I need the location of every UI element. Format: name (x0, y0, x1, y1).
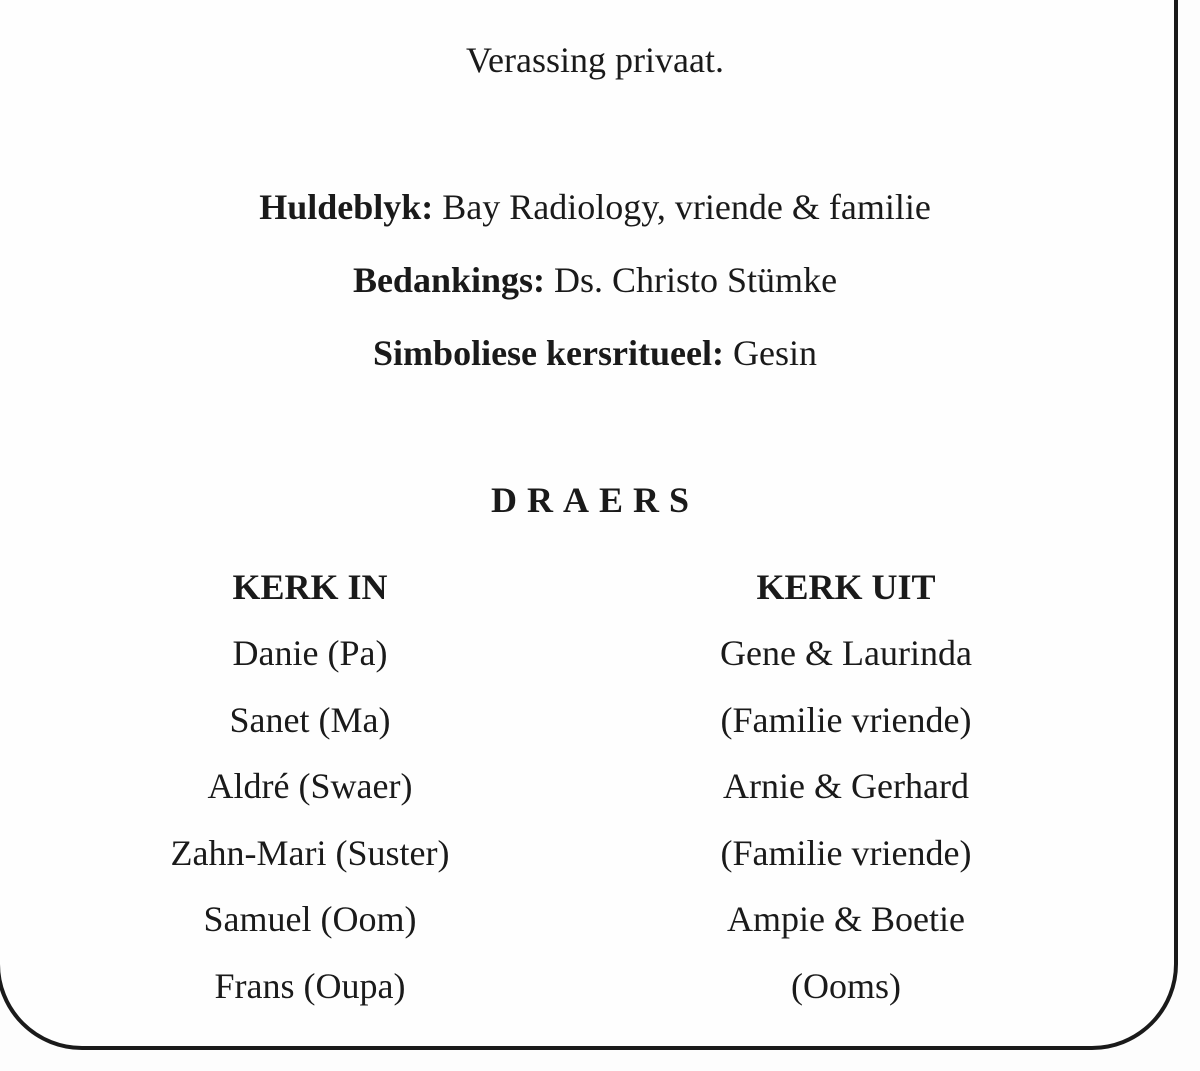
list-item: Danie (Pa) (232, 633, 388, 673)
church-in-column (80, 565, 540, 1030)
tribute-label: Huldeblyk: (259, 187, 434, 227)
list-item: Zahn-Mari (Suster) (170, 832, 450, 873)
thanks-value: Ds. Christo Stümke (554, 260, 838, 300)
candle-ritual-value: Gesin (732, 333, 817, 373)
list-item: Gene & Laurinda (720, 633, 972, 673)
thanks-label: Bedankings: (352, 260, 546, 300)
cremation-note: Verassing privaat. (466, 40, 724, 80)
tribute-line (0, 185, 1190, 229)
list-item: Ampie & Boetie (727, 899, 965, 939)
list-item: Arnie & Gerhard (723, 766, 969, 806)
candle-ritual-label: Simboliese kersritueel: (373, 333, 724, 373)
list-item: Aldré (Swaer) (207, 766, 413, 806)
church-in-title: KERK IN (232, 567, 388, 607)
list-item: (Familie vriende) (720, 699, 972, 740)
list-item: Frans (Oupa) (214, 965, 406, 1006)
list-item: (Familie vriende) (720, 832, 972, 873)
bearers-heading: DRAERS (490, 480, 700, 520)
thanks-line (0, 258, 1190, 302)
church-out-column (616, 565, 1076, 1030)
church-out-title: KERK UIT (756, 567, 936, 607)
tribute-value: Bay Radiology, vriende & familie (442, 187, 931, 227)
list-item: Samuel (Oom) (203, 899, 417, 939)
list-item: (Ooms) (791, 965, 901, 1006)
candle-ritual-line (0, 331, 1190, 375)
list-item: Sanet (Ma) (229, 699, 391, 740)
